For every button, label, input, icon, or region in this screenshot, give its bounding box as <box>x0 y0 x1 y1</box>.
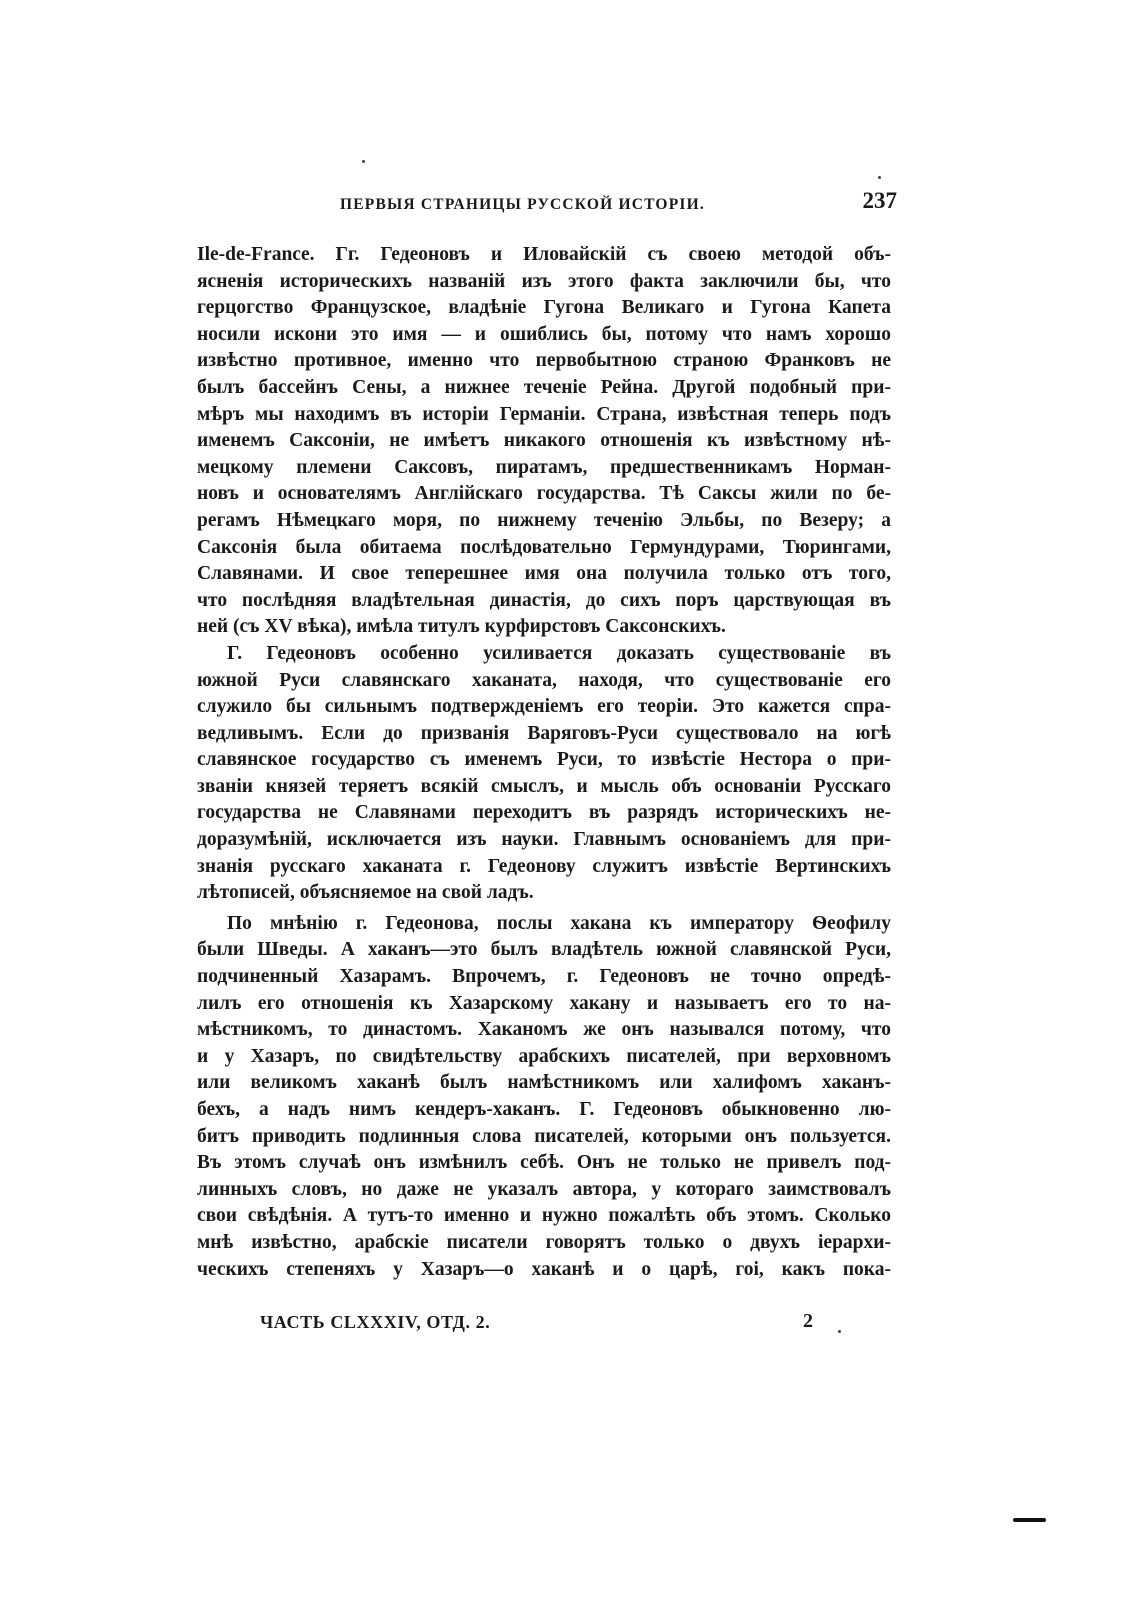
text-line: славянское государство съ именемъ Руси, то извѣстіе Нестора о при- <box>197 749 891 771</box>
text-line: государства не Славянами переходитъ въ разрядъ историческихъ не- <box>197 802 891 824</box>
paragraph-start-line: Г. Гедеоновъ особенно усиливается доказать существованіе въ <box>227 642 891 664</box>
text-line: ней (съ XV вѣка), имѣла титулъ курфирстовъ Саксонскихъ. <box>197 616 726 638</box>
text-line: лѣтописей, объясняемое на свой ладъ. <box>197 882 534 904</box>
text-line: Ile-de-France. Гг. Гедеоновъ и Иловайскій съ своею методой объ- <box>197 244 891 265</box>
page-footer <box>230 1312 850 1342</box>
text-line: ясненія историческихъ названій изъ этого факта заключили бы, что <box>197 270 891 292</box>
text-line: бехъ, а надъ нимъ кендеръ-хаканъ. Г. Гедеоновъ обыкновенно лю- <box>197 1099 891 1120</box>
text-line: Славянами. И свое теперешнее имя она получила только отъ того, <box>197 563 891 585</box>
text-line: мнѣ извѣстно, арабскіе писатели говорятъ только о двухъ іерархи- <box>197 1231 891 1253</box>
paragraph-start-line: По мнѣнію г. Гедеонова, послы хакана къ императору Ѳеофилу <box>227 912 891 934</box>
scan-speck <box>878 176 881 179</box>
text-line: лилъ его отношенія къ Хазарскому хакану и называетъ его то на- <box>197 992 891 1014</box>
text-line: свои свѣдѣнія. А тутъ-то именно и нужно пожалѣть объ этомъ. Сколько <box>197 1205 891 1227</box>
text-line: Въ этомъ случаѣ онъ измѣнилъ себѣ. Онъ не только не привелъ под- <box>197 1152 891 1174</box>
text-line: линныхъ словъ, но даже не указалъ автора, у котораго заимствовалъ <box>197 1178 891 1200</box>
text-line: ческихъ степеняхъ у Хазаръ—о хаканѣ и о царѣ, гоі, какъ пока- <box>197 1258 891 1280</box>
sheet-number: 2 <box>803 1310 813 1332</box>
text-line: новъ и основателямъ Англійскаго государства. Тѣ Саксы жили по бе- <box>197 483 891 505</box>
text-line: были Шведы. А хаканъ—это былъ владѣтель южной славянской Руси, <box>197 939 891 961</box>
text-line: мѣстникомъ, то династомъ. Хаканомъ же онъ назывался потому, что <box>197 1019 891 1041</box>
text-line: служило бы сильнымъ подтвержденіемъ его теоріи. Это кажется спра- <box>197 696 891 718</box>
text-line: мецкому племени Саксовъ, пиратамъ, предшественникамъ Норман- <box>197 456 891 478</box>
running-header <box>322 188 897 222</box>
text-line: битъ приводить подлинныя слова писателей, которыми онъ пользуется. <box>197 1125 891 1147</box>
text-line: регамъ Нѣмецкаго моря, по нижнему теченію Эльбы, по Везеру; а <box>197 509 891 531</box>
text-line: что послѣдняя владѣтельная династія, до сихъ поръ царствующая въ <box>197 589 891 611</box>
text-line: южной Руси славянскаго хаканата, находя, что существованіе его <box>197 669 891 691</box>
text-line: знанія русскаго хаканата г. Гедеонову служитъ извѣстіе Вертинскихъ <box>197 855 891 877</box>
text-line: или великомъ хаканѣ былъ намѣстникомъ или халифомъ хаканъ- <box>197 1072 891 1094</box>
signature-mark: ЧАСТЬ CLXXXIV, ОТД. 2. <box>260 1312 491 1332</box>
text-line: званіи князей теряетъ всякій смыслъ, и мысль объ основаніи Русскаго <box>197 775 891 797</box>
text-line: герцогство Французское, владѣніе Гугона Великаго и Гугона Капета <box>197 297 891 319</box>
text-line: ведливымъ. Если до призванія Варяговъ-Руси существовало на югѣ <box>197 722 891 744</box>
margin-dash-mark <box>1013 1518 1046 1522</box>
text-line: доразумѣній, исключается изъ науки. Главнымъ основаніемъ для при- <box>197 829 891 851</box>
scan-speck <box>838 1330 841 1333</box>
body-text <box>197 242 891 1283</box>
text-line: именемъ Саксоніи, не имѣетъ никакого отношенія къ извѣстному нѣ- <box>197 430 891 452</box>
running-title: ПЕРВЫЯ СТРАНИЦЫ РУССКОЙ ИСТОРІИ. <box>340 196 705 213</box>
text-line: былъ бассейнъ Сены, а нижнее теченіе Рейна. Другой подобный при- <box>197 376 891 398</box>
text-line: и у Хазаръ, по свидѣтельству арабскихъ писателей, при верховномъ <box>197 1045 891 1067</box>
text-line: извѣстно противное, именно что первобытною страною Франковъ не <box>197 350 891 372</box>
scan-speck <box>362 160 365 163</box>
text-line: Саксонія была обитаема послѣдовательно Гермундурами, Тюрингами, <box>197 536 891 558</box>
text-line: подчиненный Хазарамъ. Впрочемъ, г. Гедеоновъ не точно опредѣ- <box>197 966 891 988</box>
page-number: 237 <box>862 188 897 213</box>
text-line: носили искони это имя — и ошиблись бы, потому что намъ хорошо <box>197 323 891 345</box>
text-line: мѣръ мы находимъ въ исторіи Германіи. Страна, извѣстная теперь подъ <box>197 403 891 425</box>
